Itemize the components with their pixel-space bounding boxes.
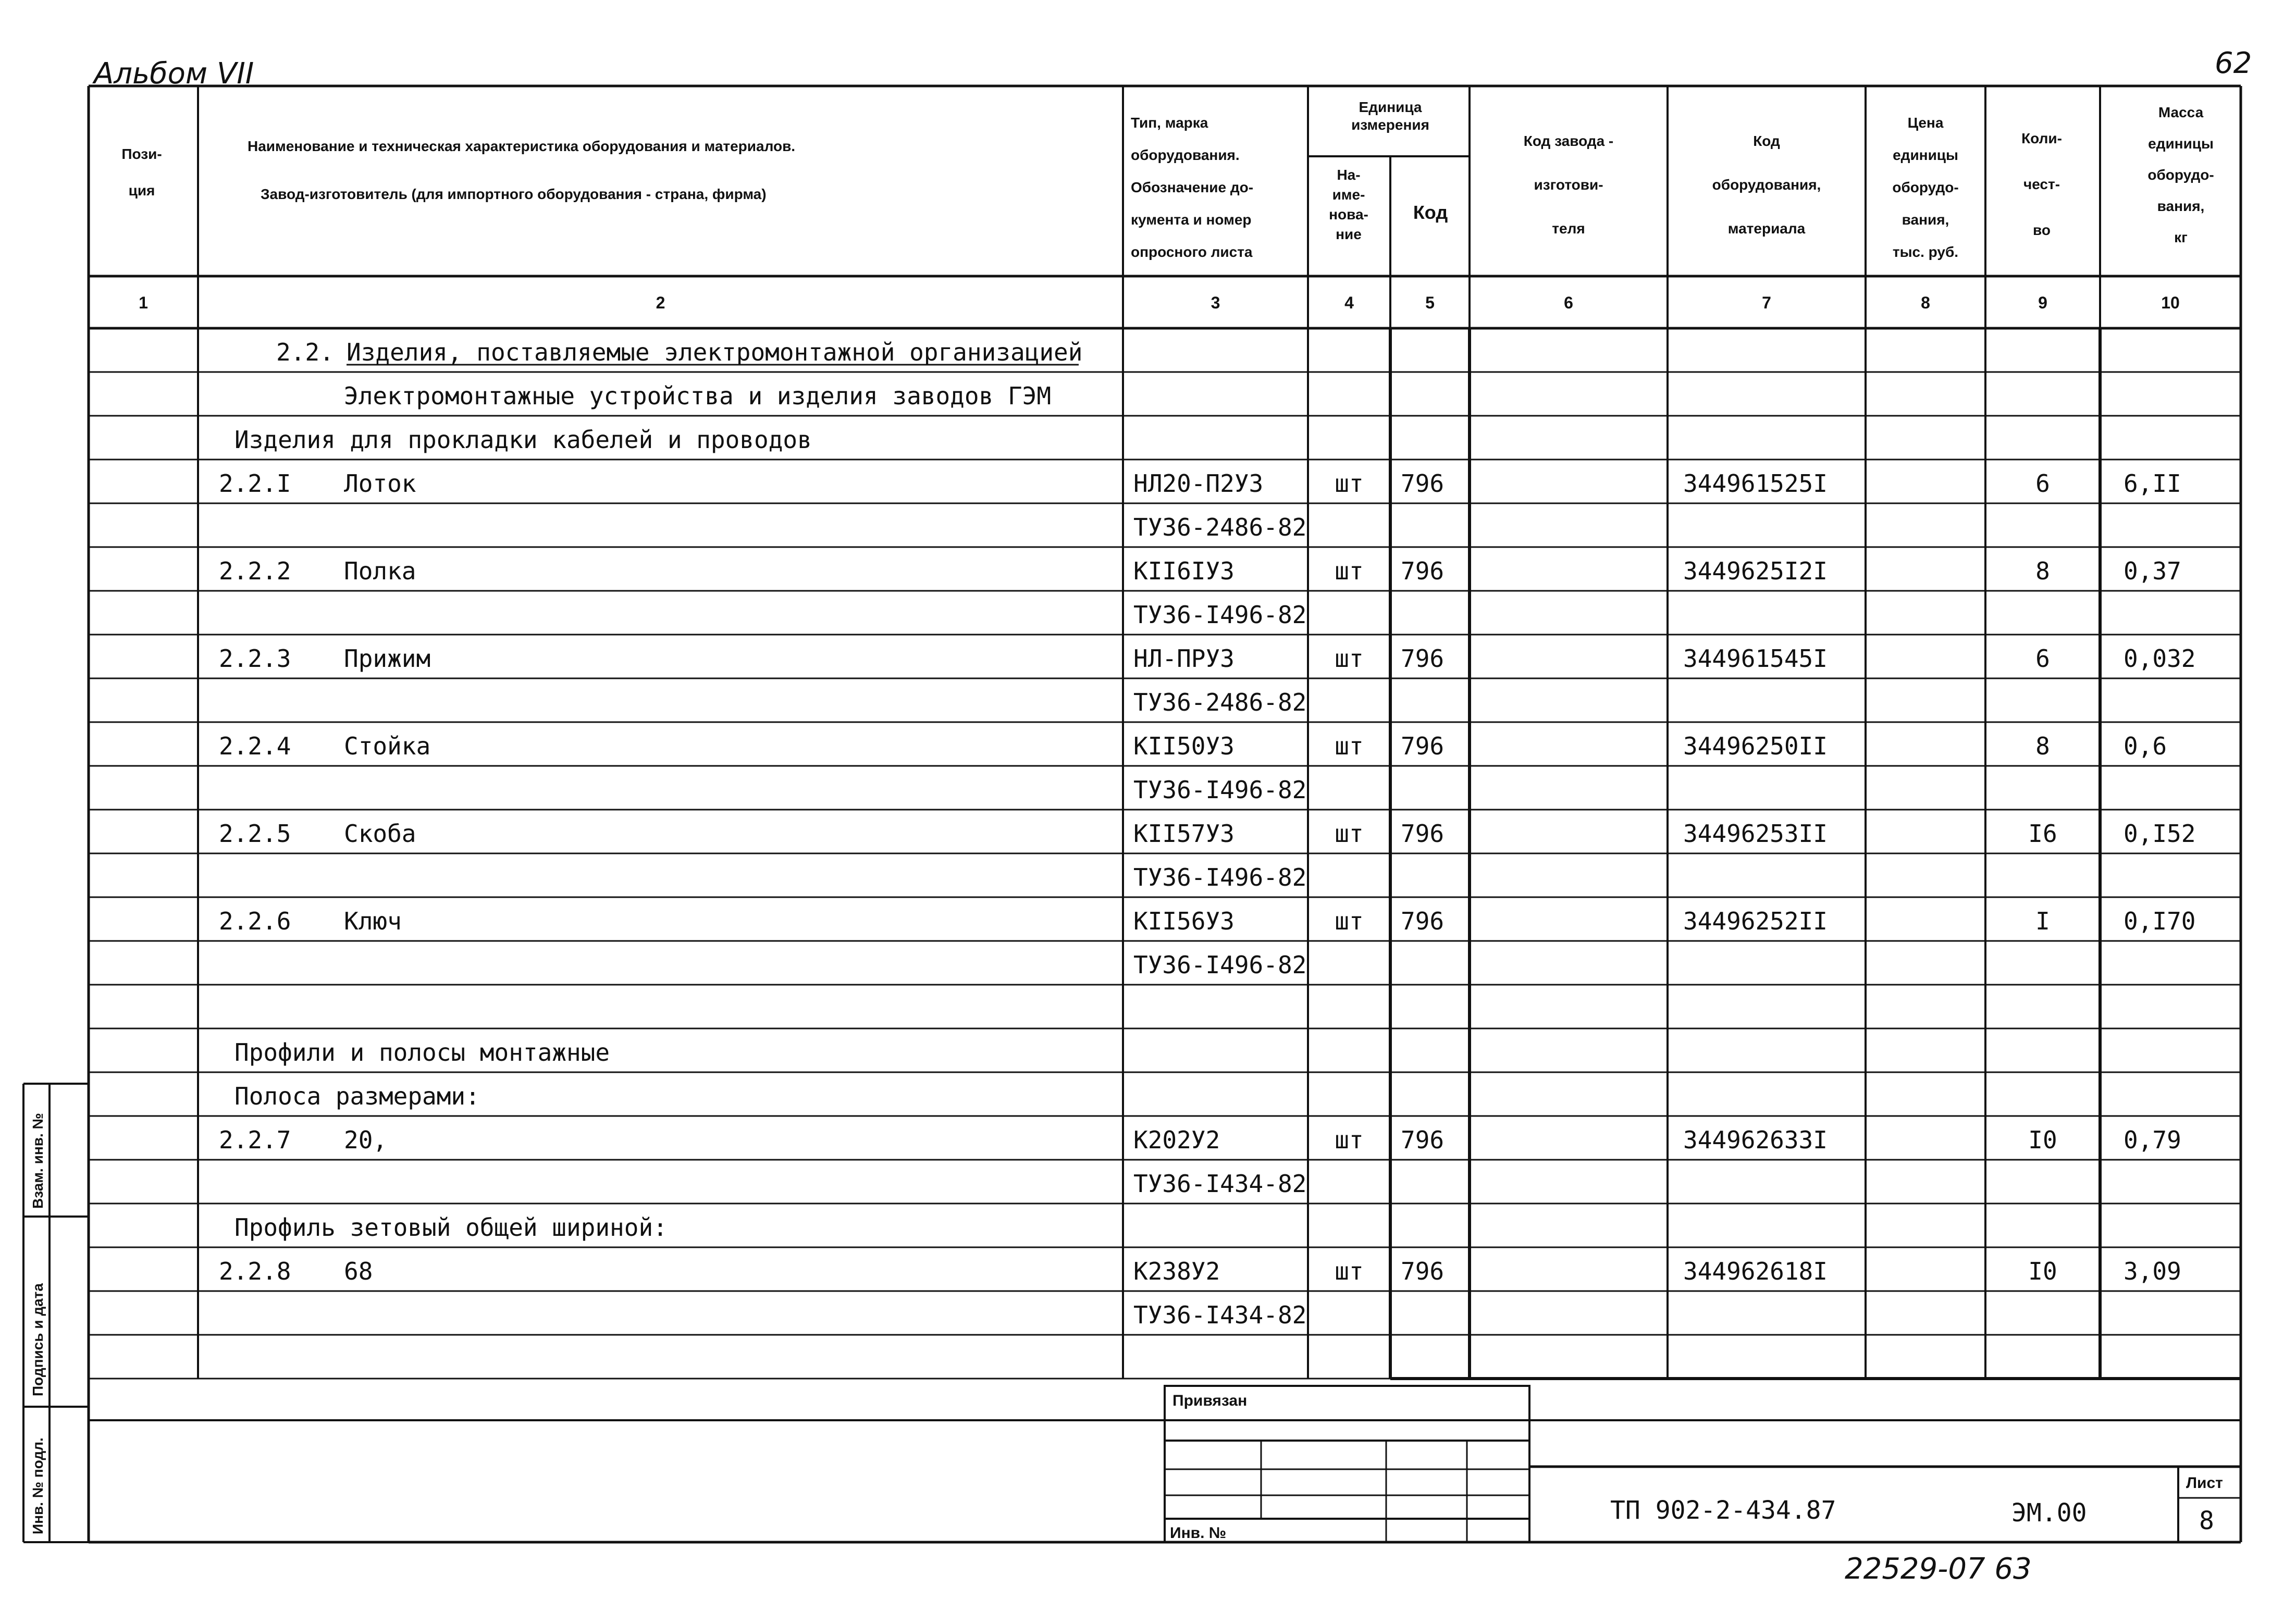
column-number: 6 <box>1564 293 1573 312</box>
mass-cell: 0,79 <box>2124 1126 2181 1154</box>
type-cell: КII50УЗ <box>1133 732 1235 760</box>
position-cell: 2.2.8 <box>219 1257 291 1285</box>
quantity-cell: 8 <box>2035 557 2050 585</box>
position-cell: 2.2.I <box>219 469 291 498</box>
quantity-cell: I <box>2035 907 2050 935</box>
position-cell: 2.2.3 <box>219 644 291 673</box>
stamp-bound-label: Привязан <box>1172 1392 1248 1409</box>
material-code-cell: 3449625I2I <box>1683 557 1828 585</box>
header-type: Тип, марка оборудования. Обозначение до-кумента и номер опросного листа <box>1131 115 1254 260</box>
table-row <box>234 1213 668 1242</box>
unit-cell: шт <box>1335 557 1364 585</box>
position-cell: 2.2.6 <box>219 907 291 935</box>
album-title: Альбом VII <box>94 57 254 91</box>
table-row <box>1133 513 1306 541</box>
type-cell: ТУ36-I434-82 <box>1133 1301 1307 1329</box>
header-material-code: Код оборудования, материала <box>1712 133 1821 237</box>
name-cell: Прижим <box>344 644 431 673</box>
name-cell: Изделия для прокладки кабелей и проводов <box>234 426 812 454</box>
column-number: 7 <box>1762 293 1771 312</box>
table-row <box>1133 863 1306 891</box>
type-cell: КII6IУЗ <box>1133 557 1235 585</box>
column-number: 3 <box>1211 293 1220 312</box>
type-cell: ТУ36-I496-82 <box>1133 776 1307 804</box>
unit-cell: шт <box>1335 820 1364 848</box>
table-row <box>1133 688 1306 716</box>
stamp-inv-label: Инв. № <box>1170 1524 1227 1542</box>
unit-code-cell: 796 <box>1401 557 1445 585</box>
type-cell: ТУ36-I496-82 <box>1133 951 1307 979</box>
header-position: Пози-ция <box>121 146 162 199</box>
column-number: 4 <box>1344 293 1354 312</box>
type-cell: ТУ36-I496-82 <box>1133 863 1307 891</box>
unit-cell: шт <box>1335 1126 1364 1154</box>
unit-code-cell: 796 <box>1401 1126 1445 1154</box>
column-number: 8 <box>1921 293 1930 312</box>
stamp-section: ЭМ.00 <box>2011 1498 2087 1528</box>
quantity-cell: I0 <box>2028 1126 2057 1154</box>
position-cell: 2.2.4 <box>219 732 291 760</box>
material-code-cell: 344962633I <box>1683 1126 1828 1154</box>
stamp-doc-code: ТП 902-2-434.87 <box>1610 1496 1836 1525</box>
mass-cell: 0,I70 <box>2124 907 2196 935</box>
page-number: 62 <box>2215 46 2252 80</box>
type-cell: КII56УЗ <box>1133 907 1235 935</box>
type-cell: НЛ20-П2УЗ <box>1133 469 1264 498</box>
name-cell: Лоток <box>344 469 416 498</box>
name-cell: Ключ <box>344 907 402 935</box>
quantity-cell: I0 <box>2028 1257 2057 1285</box>
name-cell: 20, <box>344 1126 388 1154</box>
mass-cell: 0,I52 <box>2124 820 2196 848</box>
unit-code-cell: 796 <box>1401 1257 1445 1285</box>
table-row <box>1133 601 1306 629</box>
unit-cell: шт <box>1335 907 1364 935</box>
header-mass: Масса единицы оборудо-вания, кг <box>2147 104 2214 245</box>
column-number: 9 <box>2038 293 2047 312</box>
name-cell: Стойка <box>344 732 431 760</box>
header-unit-name: На-име-нова-ние <box>1329 167 1368 242</box>
column-number: 2 <box>656 293 665 312</box>
name-cell: Изделия, поставляемые электромонтажной организацией <box>347 338 1083 366</box>
type-cell: НЛ-ПРУЗ <box>1133 644 1235 673</box>
footer-code: 22529-07 63 <box>1845 1552 2032 1586</box>
column-number: 5 <box>1425 293 1435 312</box>
side-label-replacement-inv: Взам. инв. № <box>30 1113 46 1209</box>
material-code-cell: 344961545I <box>1683 644 1828 673</box>
table-row <box>1133 951 1306 979</box>
stamp-sheet-label: Лист <box>2186 1474 2223 1492</box>
unit-cell: шт <box>1335 469 1364 498</box>
table-row <box>1133 776 1306 804</box>
type-cell: К238У2 <box>1133 1257 1220 1285</box>
material-code-cell: 344961525I <box>1683 469 1828 498</box>
header-name-line1: Наименование и техническая характеристика оборудования и материалов. <box>248 138 796 154</box>
header-unit-group: Единица измерения <box>1351 99 1429 133</box>
position-cell: 2.2.5 <box>219 820 291 848</box>
material-code-cell: 34496250II <box>1683 732 1828 760</box>
unit-cell: шт <box>1335 1257 1364 1285</box>
table-row <box>276 338 1082 366</box>
table-row <box>1133 1170 1306 1198</box>
column-number: 1 <box>139 293 148 312</box>
header-unit-code: Код <box>1413 202 1448 223</box>
type-cell: ТУ36-2486-82 <box>1133 513 1307 541</box>
unit-code-cell: 796 <box>1401 644 1445 673</box>
quantity-cell: 6 <box>2035 644 2050 673</box>
type-cell: ТУ36-I434-82 <box>1133 1170 1307 1198</box>
header-maker-code: Код завода -изготови-теля <box>1523 133 1614 237</box>
header-quantity: Коли-чест-во <box>2021 130 2062 238</box>
mass-cell: 0,032 <box>2124 644 2196 673</box>
mass-cell: 3,09 <box>2124 1257 2181 1285</box>
table-row <box>1133 1301 1306 1329</box>
unit-code-cell: 796 <box>1401 907 1445 935</box>
unit-cell: шт <box>1335 732 1364 760</box>
name-cell: Профили и полосы монтажные <box>234 1038 610 1066</box>
material-code-cell: 34496252II <box>1683 907 1828 935</box>
name-cell: Полоса размерами: <box>234 1082 480 1110</box>
quantity-cell: I6 <box>2028 820 2057 848</box>
name-cell: Профиль зетовый общей шириной: <box>234 1213 668 1242</box>
name-cell: Скоба <box>344 820 416 848</box>
column-number: 10 <box>2161 293 2180 312</box>
quantity-cell: 8 <box>2035 732 2050 760</box>
mass-cell: 0,37 <box>2124 557 2181 585</box>
header-price: Цена единицы оборудо-вания, тыс. руб. <box>1892 115 1959 260</box>
position-cell: 2.2.2 <box>219 557 291 585</box>
type-cell: ТУ36-I496-82 <box>1133 601 1307 629</box>
name-cell: Полка <box>344 557 416 585</box>
unit-code-cell: 796 <box>1401 732 1445 760</box>
side-label-signature-date: Подпись и дата <box>30 1283 46 1396</box>
position-cell: 2.2. <box>276 338 334 366</box>
material-code-cell: 34496253II <box>1683 820 1828 848</box>
position-cell: 2.2.7 <box>219 1126 291 1154</box>
unit-cell: шт <box>1335 644 1364 673</box>
quantity-cell: 6 <box>2035 469 2050 498</box>
type-cell: К202У2 <box>1133 1126 1220 1154</box>
unit-code-cell: 796 <box>1401 820 1445 848</box>
table-row <box>234 1082 480 1110</box>
type-cell: КII57УЗ <box>1133 820 1235 848</box>
material-code-cell: 344962618I <box>1683 1257 1828 1285</box>
table-row <box>344 382 1051 410</box>
name-cell: 68 <box>344 1257 373 1285</box>
type-cell: ТУ36-2486-82 <box>1133 688 1307 716</box>
table-row <box>234 1038 610 1066</box>
side-label-original-inv: Инв. № подл. <box>30 1437 46 1534</box>
table-row <box>234 426 812 454</box>
header-name-line2: Завод-изготовитель (для импортного оборудования - страна, фирма) <box>261 186 767 202</box>
name-cell: Электромонтажные устройства и изделия заводов ГЭМ <box>344 382 1052 410</box>
stamp-sheet-number: 8 <box>2199 1506 2214 1535</box>
mass-cell: 0,6 <box>2124 732 2167 760</box>
unit-code-cell: 796 <box>1401 469 1445 498</box>
mass-cell: 6,II <box>2124 469 2181 498</box>
